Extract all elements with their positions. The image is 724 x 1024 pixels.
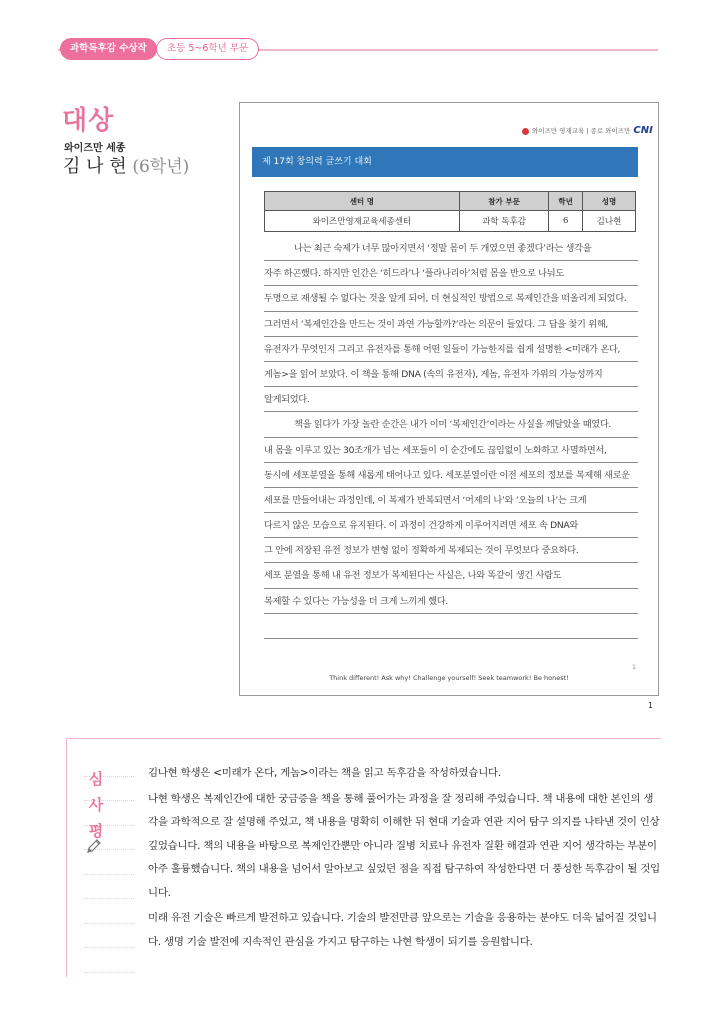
student-name: 김 나 현 [63, 156, 127, 177]
table-header-cell: 학년 [549, 192, 583, 211]
contest-title: 제 17회 창의력 글쓰기 대회 [252, 147, 638, 177]
table-row [265, 211, 636, 232]
table-header-cell: 참가 부문 [459, 192, 549, 211]
table-header-cell: 성명 [582, 192, 635, 211]
scan-page-number: 1 [632, 664, 636, 671]
essay-lines [264, 236, 638, 639]
review-paragraph: 미래 유전 기술은 빠르게 발전하고 있습니다. 기술의 발전만큼 앞으로는 기술을 응용하는 분야도 더욱 넓어질 것입니다. 생명 기술 발전에 지속적인 관심을 가지고 탐구하는 나현 학생이 되기를 응원합니다. [148, 912, 657, 948]
essay-line: 유전자가 무엇인지 그리고 유전자를 통해 어떤 일들이 가능한지를 쉽게 설명한 <미래가 온다, [264, 337, 638, 362]
essay-line: 세포 분열을 통해 내 유전 정보가 복제된다는 사실은, 나와 똑같이 생긴 사람도 [264, 563, 638, 588]
essay-line: 다르지 않은 모습으로 유지된다. 이 과정이 건강하게 이루어지려면 세포 속 DNA와 [264, 513, 638, 538]
tab-separator-dot [147, 45, 152, 50]
pencil-icon [86, 838, 102, 854]
essay-line: 알게되었다. [264, 387, 638, 412]
scan-logo-brand: CNI [633, 125, 653, 136]
essay-line: 자주 하곤했다. 하지만 인간은 ‘히드라’나 ‘플라나리아’처럼 몸을 반으로 나눠도 [264, 261, 638, 286]
essay-line: 동시에 세포분열을 통해 새롭게 태어나고 있다. 세포분열이란 이전 세포의 정보를 복제해 새로운 [264, 463, 638, 488]
essay-line: 두명으로 재생될 수 없다는 것을 알게 되어, 더 현실적인 방법으로 복제인간을 떠올리게 되었다. [264, 286, 638, 311]
scan-logo [522, 125, 653, 136]
essay-line: 내 몸을 이루고 있는 30조개가 넘는 세포들이 이 순간에도 끊임없이 노화하고 사멸하면서, [264, 438, 638, 463]
student-grade: (6학년) [132, 157, 190, 177]
essay-line: 세포를 만들어내는 과정인데, 이 복제가 반복되면서 ‘어제의 나’와 ‘오늘의 나’는 크게 [264, 488, 638, 513]
essay-line: 복제할 수 있다는 가능성을 더 크게 느끼게 했다. [264, 589, 638, 614]
review-title-char: 평 [88, 822, 104, 840]
entry-info-table [264, 191, 636, 232]
essay-line: 나는 최근 숙제가 너무 많아지면서 ‘정말 몸이 두 개였으면 좋겠다’라는 생각을 [264, 236, 638, 261]
student-name-line [63, 152, 189, 178]
page-number: 1 [648, 701, 653, 710]
essay-line: 그 안에 저장된 유전 정보가 변형 없이 정확하게 복제되는 것이 무엇보다 중요하다. [264, 538, 638, 563]
essay-line [264, 614, 638, 639]
review-title [88, 766, 104, 844]
table-header-row [265, 192, 636, 211]
category-tab-primary: 과학독후감 수상작 [60, 38, 157, 60]
essay-line: 책을 읽다가 가장 놀란 순간은 내가 이미 ‘복제인간’이라는 사실을 깨달았을 때였다. [264, 412, 638, 437]
logo-mark-icon [522, 128, 529, 135]
award-title: 대상 [62, 106, 115, 136]
review-paragraph: 김나현 학생은 <미래가 온다, 게놈>이라는 책을 읽고 독후감을 작성하였습니다. [148, 767, 501, 779]
review-body [148, 762, 660, 954]
table-header-cell: 센터 명 [265, 192, 460, 211]
review-title-char: 사 [88, 796, 104, 814]
essay-line: 그러면서 ‘복제인간을 만드는 것이 과연 가능할까?’라는 의문이 들었다. 그 답을 찾기 위해, [264, 312, 638, 337]
table-cell: 김나현 [582, 211, 635, 232]
scan-footer-motto: Think different! Ask why! Challenge yourself! Seek teamwork! Be honest! [329, 674, 569, 682]
center-name: 와이즈만 세종 [64, 143, 126, 154]
category-tab-secondary: 초등 5~6학년 부문 [156, 38, 259, 60]
scan-logo-text: 와이즈만 영재교육 | 종로 와이즈만 [532, 127, 631, 135]
review-title-char: 심 [88, 770, 104, 788]
essay-scan [239, 102, 659, 696]
table-cell: 와이즈만영재교육세종센터 [265, 211, 460, 232]
table-cell: 6 [549, 211, 583, 232]
review-paragraph: 나현 학생은 복제인간에 대한 궁금증을 책을 통해 풀어가는 과정을 잘 정리해 주었습니다. 책 내용에 대한 본인의 생각을 과학적으로 잘 설명해 주었고, 책 내용을 명확히 이해한 뒤 현대 기술과 연관 지어 탐구 의지를 나타낸 것이 인상 깊었습니다. 책의 내용을 바탕으로 복제인간뿐만 아니라 질병 치료나 유전자 질환 해결과 연관 지어 생각하는 부분이 아주 훌륭했습니다. 책의 내용을 넘어서 알아보고 싶었던 점을 직접 탐구하여 작성한다면 더 풍성한 독후감이 될 것입니다. [148, 792, 660, 899]
essay-line: 게놈>을 읽어 보았다. 이 책을 통해 DNA (속의 유전자), 게놈, 유전자 가위의 가능성까지 [264, 362, 638, 387]
table-cell: 과학 독후감 [459, 211, 549, 232]
